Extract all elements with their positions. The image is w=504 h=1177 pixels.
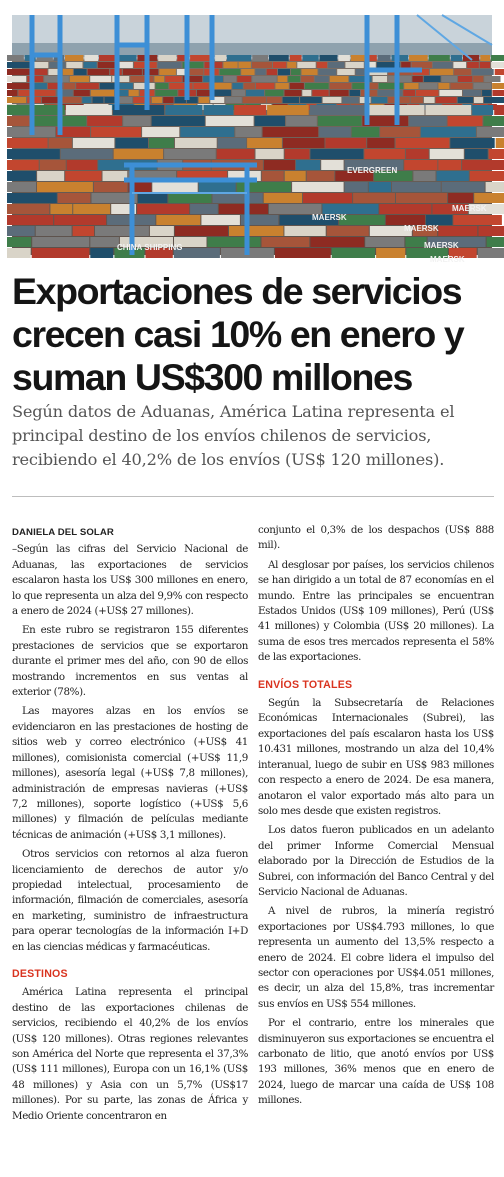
paragraph: Las mayores alzas en los envíos se evidenciaron en las prestaciones de hosting de sitios web y correo electrónico (+US$ 41 millones), comisionista comercial (+US$ 11,9 millones), asesoría legal (+US$ 7,8 millones), administración de empresas navieras (+US$ 7,2 millones), soporte logístico (+US$ 5,6 millones) y filmación de películas mediante técnicas de animación (+US$ 3,1 millones). xyxy=(12,705,248,841)
paragraph: A nivel de rubros, la minería registró exportaciones por US$4.793 millones, lo que representa un aumento del 13,5% respecto a enero de 2024. El cobre lidera el impulso del sector con operaciones por US$4.051 millones, es decir, un alza del 15,8%, tras incrementar sus envíos en US$ 554 millones. xyxy=(258,905,494,1010)
byline: DANIELA DEL SOLAR xyxy=(12,527,114,538)
container-label: CHINA SHIPPING xyxy=(117,243,183,252)
paragraph: conjunto el 0,3% de los despachos (US$ 888 mil). xyxy=(258,524,494,552)
left-column xyxy=(12,525,248,1128)
divider xyxy=(12,496,494,497)
paragraph: Por el contrario, entre los minerales que disminuyeron sus exportaciones se encuentra el carbonato de litio, que anotó envíos por US$ 193 millones, 36% menos que en enero de 2024, luego de marcar una caída de US$ 108 millones. xyxy=(258,1017,494,1107)
container-label: MAERSK xyxy=(424,241,459,250)
section-heading-envios-totales: ENVÍOS TOTALES xyxy=(258,678,353,691)
subheadline: Según datos de Aduanas, América Latina representa el principal destino de los envíos chilenos de servicios, recibiendo el 40,2% de los envíos (US$ 120 millones). xyxy=(12,402,455,469)
paragraph: En este rubro se registraron 155 diferentes prestaciones de servicios que se exportaron durante el primer mes del año, con 90 de ellos mostrando incrementos en sus ventas al exterior (78%). xyxy=(12,624,248,699)
headline: Exportaciones de servicios crecen casi 10% en enero y suman US$300 millones xyxy=(12,270,464,398)
container-label: EVERGREEN xyxy=(347,166,398,175)
container-label: MAERSK xyxy=(404,224,439,233)
paragraph: Al desglosar por países, los servicios chilenos se han dirigido a un total de 87 economías en el mundo. Entre las principales se encuentran Estados Unidos (US$ 109 millones), Perú (US$ 41 millones) y Colombia (US$ 20 millones). La suma de esos tres mercados representa el 58% de las exportaciones. xyxy=(258,558,494,664)
container-label: MAERSK xyxy=(430,255,465,264)
paragraph: –Según las cifras del Servicio Nacional de Aduanas, las exportaciones de servicios escalaron hasta los US$ 300 millones en enero, lo que representa un alza del 9,9% con respecto a enero de 2024 (+US$ 27 millones). xyxy=(12,543,248,618)
paragraph: Los datos fueron publicados en un adelanto del primer Informe Comercial Mensual elaborado por la Dirección de Estudios de la Subrei, con información del Banco Central y del Servicio Nacional de Aduanas. xyxy=(258,824,494,898)
container-label: MAERSK xyxy=(312,213,347,222)
port-containers-photo xyxy=(12,15,492,264)
right-column xyxy=(258,523,494,1113)
container-label: MAERSK xyxy=(452,204,487,213)
section-heading-destinos: DESTINOS xyxy=(12,967,68,980)
paragraph: América Latina representa el principal destino de las exportaciones chilenas de servicios, recibiendo el 40,2% de los envíos (US$ 120 millones). Otras regiones relevantes son América del Norte que representa el 37,3% (US$ 111 millones), Europa con un 16,1% (US$ 48 millones) y Asia con un 5,7% (US$17 millones). Por su parte, las zonas de África y Medio Oriente concentraron en xyxy=(12,986,248,1122)
port-illustration xyxy=(12,15,492,264)
paragraph: Según la Subsecretaría de Relaciones Económicas Internacionales (Subrei), las exportaciones del país escalaron hasta los US$ 10.431 millones, mostrando un alza del 10,4% interanual, luego de subir en US$ 983 millones con respecto a enero de 2024. De esa manera, anotaron el valor exportado más alto para un solo mes desde que existen registros. xyxy=(258,697,494,817)
paragraph: Otros servicios con retornos al alza fueron licenciamiento de derechos de autor y/o propiedad intelectual, procesamiento de información, filmación de comerciales, asesoría en marketing, suministro de infraestructura para operar tecnologías de la información I+D en las ciencias médicas y farmacéuticas. xyxy=(12,848,248,953)
